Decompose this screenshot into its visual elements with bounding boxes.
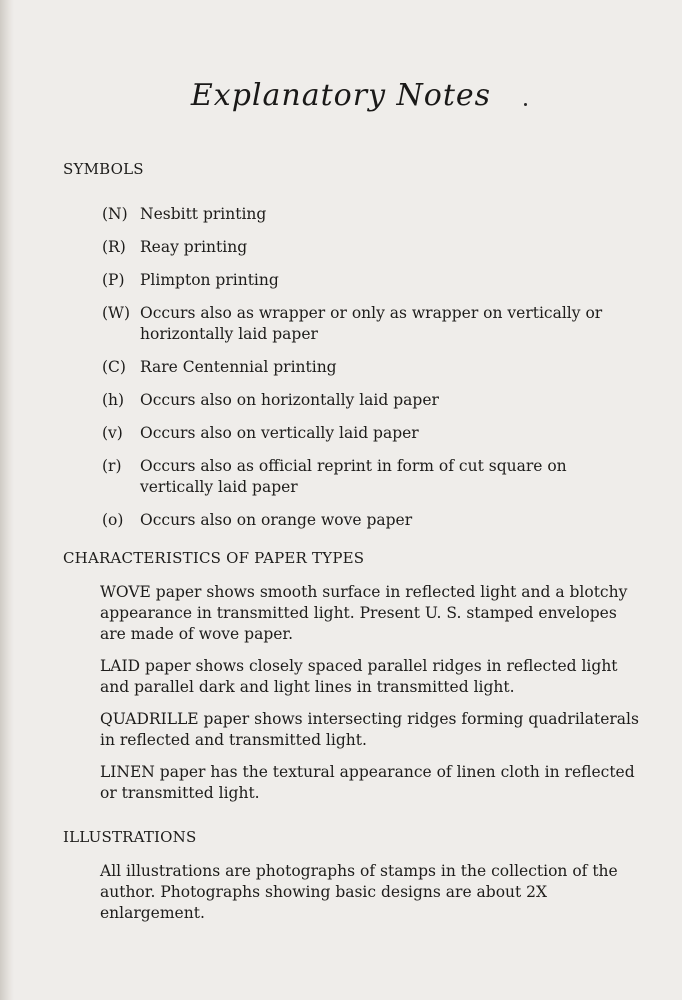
paper-types-heading: CHARACTERISTICS OF PAPER TYPES [63, 549, 365, 567]
symbol-code: (o) [102, 511, 124, 529]
page-title: Explanatory Notes [190, 78, 492, 113]
symbol-text: Plimpton printing [140, 271, 279, 289]
stray-dot [524, 103, 527, 106]
symbols-list [102, 204, 642, 531]
symbol-code: (v) [102, 424, 123, 442]
symbol-item [102, 270, 642, 291]
illustrations-heading: ILLUSTRATIONS [63, 828, 197, 846]
symbol-code: (h) [102, 391, 125, 409]
symbol-item [102, 237, 642, 258]
symbol-item [102, 456, 642, 498]
paper-type-paragraph: QUADRILLE paper shows intersecting ridges forming quadrilaterals in reflected and transmitted light. [100, 710, 639, 749]
symbol-item [102, 204, 642, 225]
paper-type-paragraph: LAID paper shows closely spaced parallel ridges in reflected light and parallel dark and light lines in transmitted light. [100, 657, 618, 696]
symbol-text: Reay printing [140, 238, 248, 256]
symbol-code: (N) [102, 205, 128, 223]
symbol-item [102, 303, 642, 345]
symbol-code: (r) [102, 457, 122, 475]
symbol-code: (W) [102, 304, 131, 322]
page-binding-edge [0, 0, 14, 1000]
symbol-item [102, 390, 642, 411]
symbol-text: Occurs also on horizontally laid paper [140, 391, 439, 409]
symbol-code: (P) [102, 271, 125, 289]
symbol-item [102, 510, 642, 531]
illustrations-paragraph: All illustrations are photographs of stamps in the collection of the author. Photographs showing basic designs are about 2X enlargement. [100, 862, 618, 922]
symbol-item [102, 357, 642, 378]
symbol-item [102, 423, 642, 444]
symbols-heading: SYMBOLS [63, 160, 144, 178]
paper-type-paragraph: WOVE paper shows smooth surface in reflected light and a blotchy appearance in transmitted light. Present U. S. stamped envelopes are made of wove paper. [100, 583, 628, 643]
symbol-code: (R) [102, 238, 126, 256]
symbol-code: (C) [102, 358, 126, 376]
symbol-text: Occurs also as wrapper or only as wrapper on vertically or horizontally laid paper [140, 304, 603, 343]
symbol-text: Occurs also as official reprint in form of cut square on vertically laid paper [140, 457, 567, 496]
paper-type-paragraph: LINEN paper has the textural appearance of linen cloth in reflected or transmitted light. [100, 763, 635, 802]
symbol-text: Occurs also on orange wove paper [140, 511, 413, 529]
symbol-text: Rare Centennial printing [140, 358, 337, 376]
symbol-text: Nesbitt printing [140, 205, 267, 223]
symbol-text: Occurs also on vertically laid paper [140, 424, 419, 442]
